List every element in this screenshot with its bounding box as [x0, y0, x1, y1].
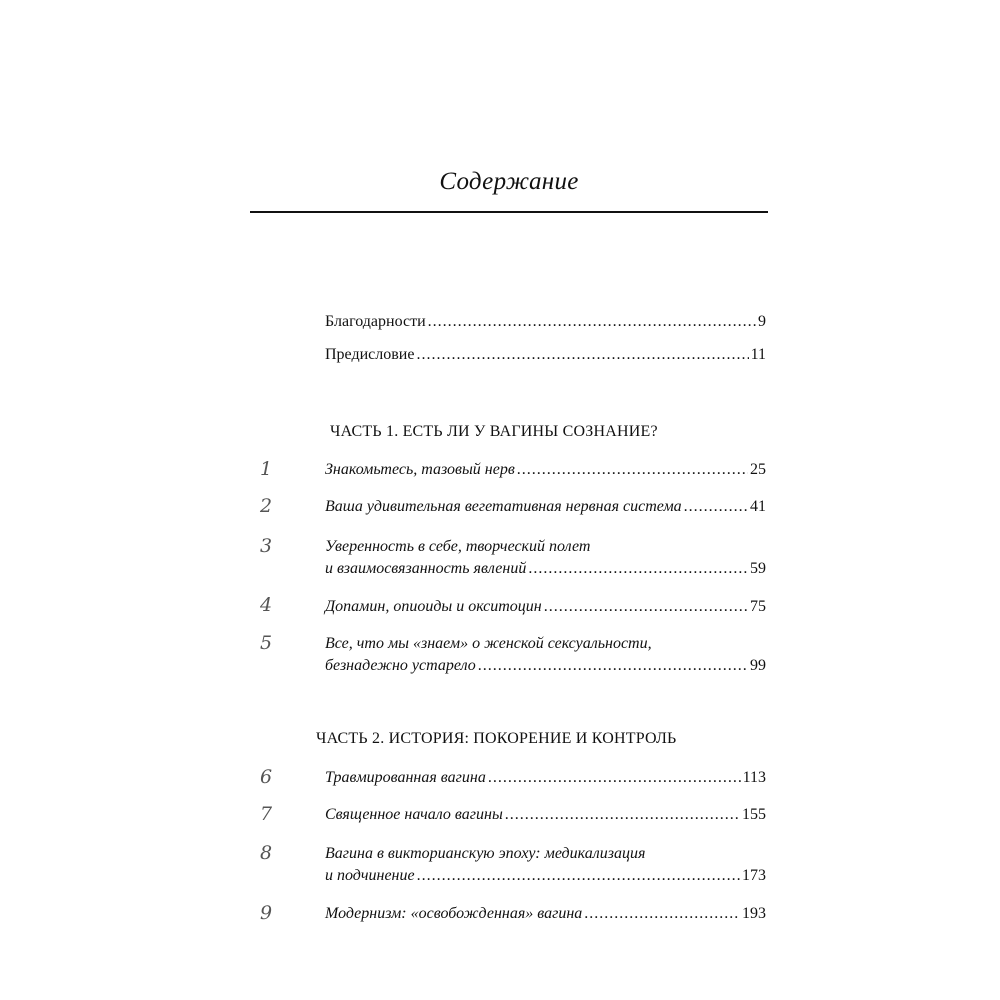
part-heading: ЧАСТЬ 2. ИСТОРИЯ: ПОКОРЕНИЕ И КОНТРОЛЬ — [316, 730, 677, 747]
chapter-title-line: Уверенность в себе, творческий полет — [325, 538, 591, 555]
chapter-title-line: и взаимосвязанность явлений — [325, 560, 527, 577]
dot-leader — [416, 344, 748, 366]
toc-entry-chapter[interactable] — [325, 596, 766, 618]
chapter-page: 193 — [742, 905, 766, 922]
chapter-page: 59 — [750, 560, 766, 577]
chapter-title-line: Все, что мы «знаем» о женской сексуальности, — [325, 635, 652, 652]
chapter-number: 9 — [259, 902, 273, 924]
dot-leader — [544, 596, 748, 618]
chapter-page: 113 — [742, 769, 766, 786]
toc-entry-chapter[interactable] — [325, 496, 766, 518]
chapter-number: 7 — [259, 803, 273, 825]
chapter-title: Допамин, опиоиды и окситоцин — [325, 598, 542, 615]
chapter-page: 41 — [750, 498, 766, 515]
chapter-title-line: Вагина в викторианскую эпоху: медикализация — [325, 845, 646, 862]
chapter-page: 173 — [742, 867, 766, 884]
dot-leader — [684, 496, 748, 518]
dot-leader — [478, 655, 748, 677]
entry-page: 11 — [750, 346, 766, 363]
toc-entry-chapter[interactable] — [325, 767, 766, 789]
chapter-title: Знакомьтесь, тазовый нерв — [325, 461, 515, 478]
dot-leader — [517, 459, 748, 481]
chapter-title-line: и подчинение — [325, 867, 415, 884]
chapter-title: Ваша удивительная вегетативная нервная система — [325, 498, 682, 515]
dot-leader — [417, 865, 740, 887]
toc-entry-acknowledgements[interactable] — [325, 311, 766, 333]
toc-entry-chapter[interactable] — [325, 536, 766, 580]
chapter-page: 155 — [742, 806, 766, 823]
part-heading: ЧАСТЬ 1. ЕСТЬ ЛИ У ВАГИНЫ СОЗНАНИЕ? — [330, 423, 658, 440]
chapter-page: 99 — [750, 657, 766, 674]
toc-entry-chapter[interactable] — [325, 804, 766, 826]
chapter-number: 4 — [259, 594, 273, 616]
chapter-number: 8 — [259, 842, 273, 864]
toc-entry-chapter[interactable] — [325, 633, 766, 677]
toc-entry-chapter[interactable] — [325, 843, 766, 887]
dot-leader — [584, 903, 740, 925]
toc-entry-preface[interactable] — [325, 344, 766, 366]
chapter-title: Модернизм: «освобожденная» вагина — [325, 905, 583, 922]
dot-leader — [488, 767, 741, 789]
chapter-title: Травмированная вагина — [325, 769, 486, 786]
dot-leader — [505, 804, 740, 826]
chapter-page: 25 — [750, 461, 766, 478]
chapter-page: 75 — [750, 598, 766, 615]
entry-label: Благодарности — [325, 313, 426, 330]
title-rule — [250, 211, 768, 213]
chapter-title: Священное начало вагины — [325, 806, 503, 823]
toc-entry-chapter[interactable] — [325, 459, 766, 481]
toc-title: Содержание — [439, 168, 579, 195]
entry-label: Предисловие — [325, 346, 415, 363]
chapter-number: 1 — [259, 458, 273, 480]
chapter-number: 3 — [259, 535, 273, 557]
chapter-number: 6 — [259, 766, 273, 788]
chapter-number: 5 — [259, 632, 273, 654]
entry-page: 9 — [758, 313, 766, 330]
toc-entry-chapter[interactable] — [325, 903, 766, 925]
dot-leader — [428, 311, 756, 333]
dot-leader — [528, 558, 748, 580]
chapter-title-line: безнадежно устарело — [325, 657, 476, 674]
chapter-number: 2 — [259, 495, 273, 517]
